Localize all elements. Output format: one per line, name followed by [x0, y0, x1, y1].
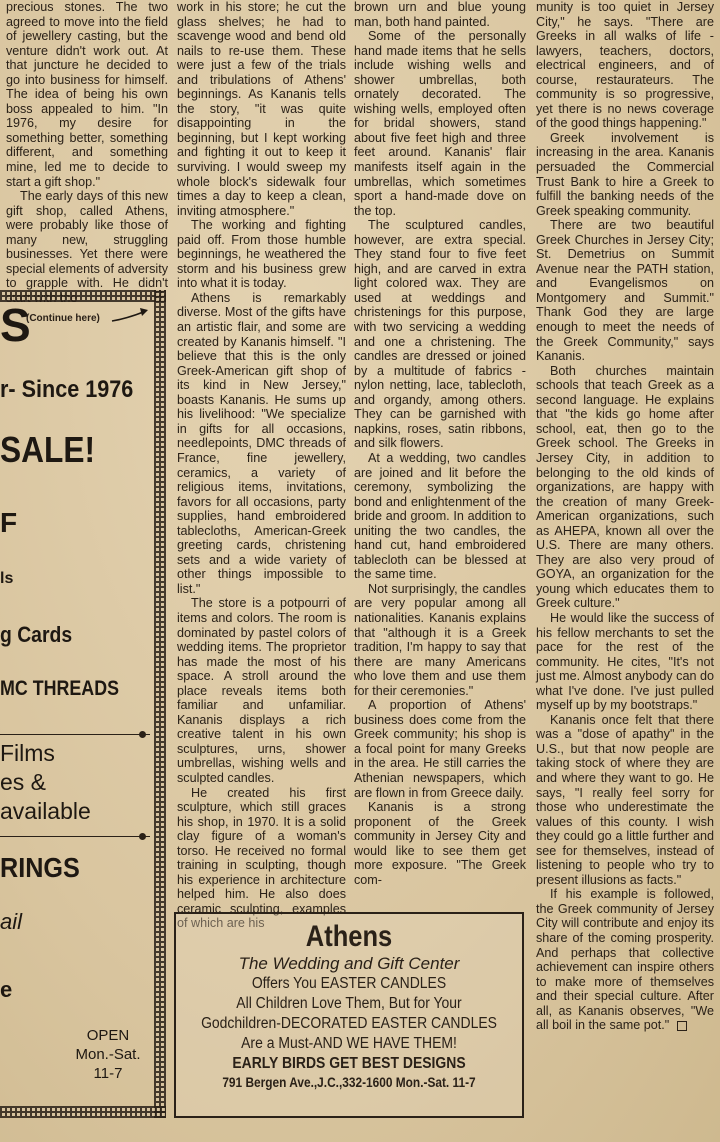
article-paragraph: brown urn and blue young man, both hand painted.: [354, 0, 526, 29]
ad-fragment-available: available: [0, 798, 91, 824]
open-days: Mon.-Sat.: [75, 1046, 141, 1063]
article-paragraph: At a wedding, two candles are joined and lit before the ceremony, symbolizing the bond and enlightenment of the bride and groom. In addition to uniting the two candles, the hand cut, hand embroidered tablecloth can be blessed at the same time.: [354, 450, 526, 582]
article-paragraph: The sculptured candles, however, are extra special. They stand four to five feet high, and are carved in extra light colored wax. They are used at weddings and christenings for this purpose, with two servicing a wedding and one a christening. The candles are dressed or joined by a multitude of fabrics - nylon netting, lace, tablecloth, and organdy, among others. They can be garnished with napkins, roses, satin ribbons, and silk flowers.: [354, 218, 526, 451]
article-paragraph: Athens is remarkably diverse. Most of the gifts have an artistic flair, and some are created by Kananis himself. "I believe that this is the only Greek-American gift shop of its kind in New Jersey," boasts Kananis. He sums up his livelihood: "We specialize in gifts for all occasions, needlepoints, DMC threads of France, fine jewellery, ceramics, a variety of religious items, invitations, favors for all occasions, party supplies, hand embroidered tablecloths, American-Greek greeting cards, christening sets and a wide variety of other things impossible to list.": [177, 290, 346, 596]
ad-line-4: Are a Must-AND WE HAVE THEM!: [241, 1035, 457, 1052]
arrow-right-icon: [110, 306, 152, 326]
ad-title: Athens: [305, 920, 393, 953]
ad-fragment-films: Films: [0, 740, 55, 766]
ad-fragment-threads: MC THREADS: [0, 677, 119, 700]
article-paragraph: work in his store; he cut the glass shelves; he had to scavenge wood and bend old nails to re-use them. These were just a few of the trials and tribulations of Athens' beginnings. As Kananis tells the story, "it was quite disappointing in the beginning, but I kept working and fighting it out to keep it surviving. I would sweep my whole block's sidewalk four times a day to keep a clean, inviting atmosphere.": [177, 0, 346, 218]
open-hours: 11-7: [93, 1065, 123, 1082]
article-column-4: [536, 0, 714, 1142]
article-paragraph: Some of the personally hand made items that he sells include wishing wells and shower umbrellas, both ornately decorated. The wishing wells, employed often for bridal showers, stand about five feet high and three feet around. Kananis' flair manifests itself again in the umbrellas, which sometimes sport a hand-made dove on the top.: [354, 29, 526, 218]
article-paragraph: Greek involvement is increasing in the area. Kananis persuaded the Commercial Trust Bank to hire a Greek to fulfill the banking needs of the Greek speaking community.: [536, 130, 714, 218]
left-store-advertisement: [0, 290, 168, 1118]
ad-fragment-s: S: [0, 299, 31, 351]
ad-fragment-sale: SALE!: [0, 429, 96, 470]
ad-line-2: All Children Love Them, But for Your: [236, 995, 462, 1012]
greek-key-border-right: [154, 290, 166, 1118]
article-paragraph: Both churches maintain schools that teach Greek as a second language. He explains that "the kids go home after school, eat, then go to the Greek school. The Greeks in Jersey City, in addition to belonging to the old kinds of organizations, are happy with the creation of many Greek-American organizations, such as AHEPA, known all over the U.S. There are many others. They are also very proud of GOYA, an organization for the young which educates them to Greek culture.": [536, 363, 714, 611]
article-paragraph: Kananis is a strong proponent of the Greek community in Jersey City and would like to see them get more exposure. "The Greek com-: [354, 800, 526, 887]
athens-advertisement: [174, 912, 524, 1118]
dot-divider: [0, 836, 150, 843]
ad-fragment-cards: g Cards: [0, 622, 73, 647]
end-mark-icon: [677, 1021, 687, 1031]
article-paragraph: There are two beautiful Greek Churches in Jersey City; St. Demetrius on Summit Avenue near the PATH station, and Evangelismos on Montgomery and Summit." Thank God they are large enough to meet the needs of the Greek Community," says Kananis.: [536, 218, 714, 364]
article-paragraph: A proportion of Athens' business does come from the Greek community; his shop is a focal point for many Greeks in the area. He still carries the Athenian newspapers, which are flown in from Greece daily.: [354, 698, 526, 800]
article-paragraph: munity is too quiet in Jersey City," he says. "There are Greeks in all walks of life - lawyers, teachers, doctors, electrical engineers, and of course, restaurateurs. The community is so progressive, yet there is no news coverage of the good things happening.": [536, 0, 714, 131]
ad-fragment-since: r- Since 1976: [0, 376, 134, 403]
open-label: OPEN: [86, 1027, 130, 1044]
article-paragraph: The store is a potpourri of items and colors. The room is dominated by pastel colors of wedding items. The proprietor has made the most of his space. A stroll around the place reveals items both familiar and unfamiliar. Kananis displays a rich creative talent in his own sculptures, urns, shower umbrellas, wishing wells and sculpted candles.: [177, 596, 346, 785]
greek-key-border-bottom: [0, 1106, 166, 1118]
article-paragraph: Not surprisingly, the candles are very popular among all nationalities. Kananis explains that "although it is a Greek tradition, I'm happy to say that there are many Americans who love them and use them for their ceremonies.": [354, 581, 526, 698]
article-paragraph: Kananis once felt that there was a "dose of apathy" in the U.S., but that now people are taking stock of where they are and where they want to go. He says, "I really feel sorry for those who underestimate the values of this county. I wish they could go a little further and see for themselves, instead of listening to people who try to present illusions as facts.": [536, 712, 714, 887]
ad-fragment-f: F: [0, 507, 18, 538]
ad-fragment-es: es &: [0, 769, 47, 795]
article-column-2: [177, 0, 346, 931]
article-paragraph: The early days of this new gift shop, called Athens, were probably like those of many new, struggling businesses. Yet there were special elements of adversity to grapple with. He didn't: [6, 189, 168, 291]
article-column-3: [354, 0, 526, 906]
continue-here-note: (Continue here): [26, 313, 100, 324]
article-paragraph: precious stones. The two agreed to move into the field of jewellery casting, but the venture didn't work out. At that juncture he decided to go into business for himself. The idea of being his own boss appealed to him. "In 1976, my desire for something better, something different, and something mine, led me to decide to start a gift shop.": [6, 0, 168, 189]
article-paragraph: The working and fighting paid off. From those humble beginnings, he weathered the storm and his business grew into what it is today.: [177, 218, 346, 291]
article-paragraph: He created his first sculpture, which still graces his shop, in 1970. It is a solid clay figure of a woman's torso. He received no formal training in sculpting, though his experience in architecture helped him. He also does ceramic sculpting, examples of which are his: [177, 785, 346, 931]
ad-fragment-ls: ls: [0, 570, 14, 587]
article-paragraph: If his example is followed, the Greek community of Jersey City will contribute and enjoy its share of the coming prosperity. And perhaps that collective achievement can inspire others to make more of themselves and their special culture. After all, as Kananis observes, "We all boil in the same pot.": [536, 887, 714, 1033]
ad-fragment-e: e: [0, 977, 13, 1002]
article-paragraph: He would like the success of his fellow merchants to set the pace for the rest of the community. He cites, "It's not just me. Almost anybody can do what I've done. I've just pulled myself up by my bootstraps.": [536, 610, 714, 713]
ad-line-5: EARLY BIRDS GET BEST DESIGNS: [232, 1055, 466, 1072]
article-column-1: [6, 0, 168, 291]
ad-line-3: Godchildren-DECORATED EASTER CANDLES: [201, 1015, 497, 1032]
ad-fragment-rings: RINGS: [0, 852, 80, 883]
ad-line-1: Offers You EASTER CANDLES: [251, 975, 447, 992]
ad-subtitle: The Wedding and Gift Center: [238, 954, 460, 973]
ad-fragment-ail: ail: [0, 909, 23, 934]
ad-address: 791 Bergen Ave.,J.C.,332-1600 Mon.-Sat. 11-7: [222, 1075, 476, 1090]
